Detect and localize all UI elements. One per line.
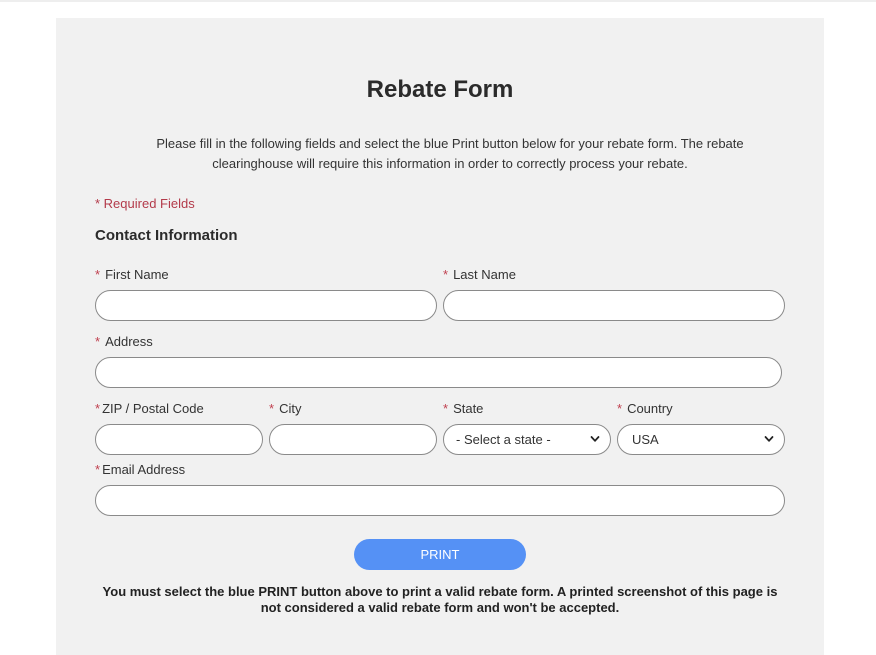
chevron-down-icon: [764, 434, 774, 444]
city-label: [269, 401, 301, 416]
chevron-down-icon: [590, 434, 600, 444]
form-instructions: Please fill in the following fields and select the blue Print button below for your rebate form. The rebate clearinghouse will require this information in order to correctly process your rebate.: [156, 136, 744, 171]
email-label: [95, 462, 185, 477]
email-label-text: Email Address: [102, 462, 186, 477]
zip-label: [95, 401, 204, 416]
required-marker: *: [617, 401, 623, 416]
country-label: [617, 401, 673, 416]
first-name-label-text: First Name: [105, 267, 169, 282]
top-divider: [0, 0, 876, 2]
country-selected-value: USA: [632, 432, 659, 447]
required-marker: *: [95, 267, 101, 282]
address-label: [95, 334, 153, 349]
print-warning-note: You must select the blue PRINT button above to print a valid rebate form. A printed screenshot of this page is not considered a valid rebate form and won't be accepted.: [102, 584, 778, 615]
required-marker: *: [443, 401, 449, 416]
first-name-label: [95, 267, 169, 282]
last-name-label-text: Last Name: [453, 267, 516, 282]
required-marker: *: [95, 334, 101, 349]
required-marker: *: [443, 267, 449, 282]
country-select[interactable]: [617, 424, 785, 455]
state-selected-value: - Select a state -: [456, 432, 551, 447]
state-select[interactable]: [443, 424, 611, 455]
first-name-input[interactable]: [95, 290, 437, 321]
required-marker: *: [95, 462, 101, 477]
last-name-label: [443, 267, 516, 282]
page-title: Rebate Form: [366, 76, 514, 103]
required-marker: *: [269, 401, 275, 416]
address-input[interactable]: [95, 357, 782, 388]
email-input[interactable]: [95, 485, 785, 516]
rebate-form-card: [56, 18, 824, 655]
zip-label-text: ZIP / Postal Code: [102, 401, 204, 416]
country-label-text: Country: [627, 401, 673, 416]
city-label-text: City: [279, 401, 302, 416]
zip-input[interactable]: [95, 424, 263, 455]
print-button[interactable]: PRINT: [354, 539, 526, 570]
state-label: [443, 401, 483, 416]
state-label-text: State: [453, 401, 484, 416]
address-label-text: Address: [105, 334, 153, 349]
last-name-input[interactable]: [443, 290, 785, 321]
required-marker: *: [95, 401, 101, 416]
required-fields-note: * Required Fields: [95, 196, 195, 211]
section-title-contact: Contact Information: [95, 227, 238, 244]
city-input[interactable]: [269, 424, 437, 455]
